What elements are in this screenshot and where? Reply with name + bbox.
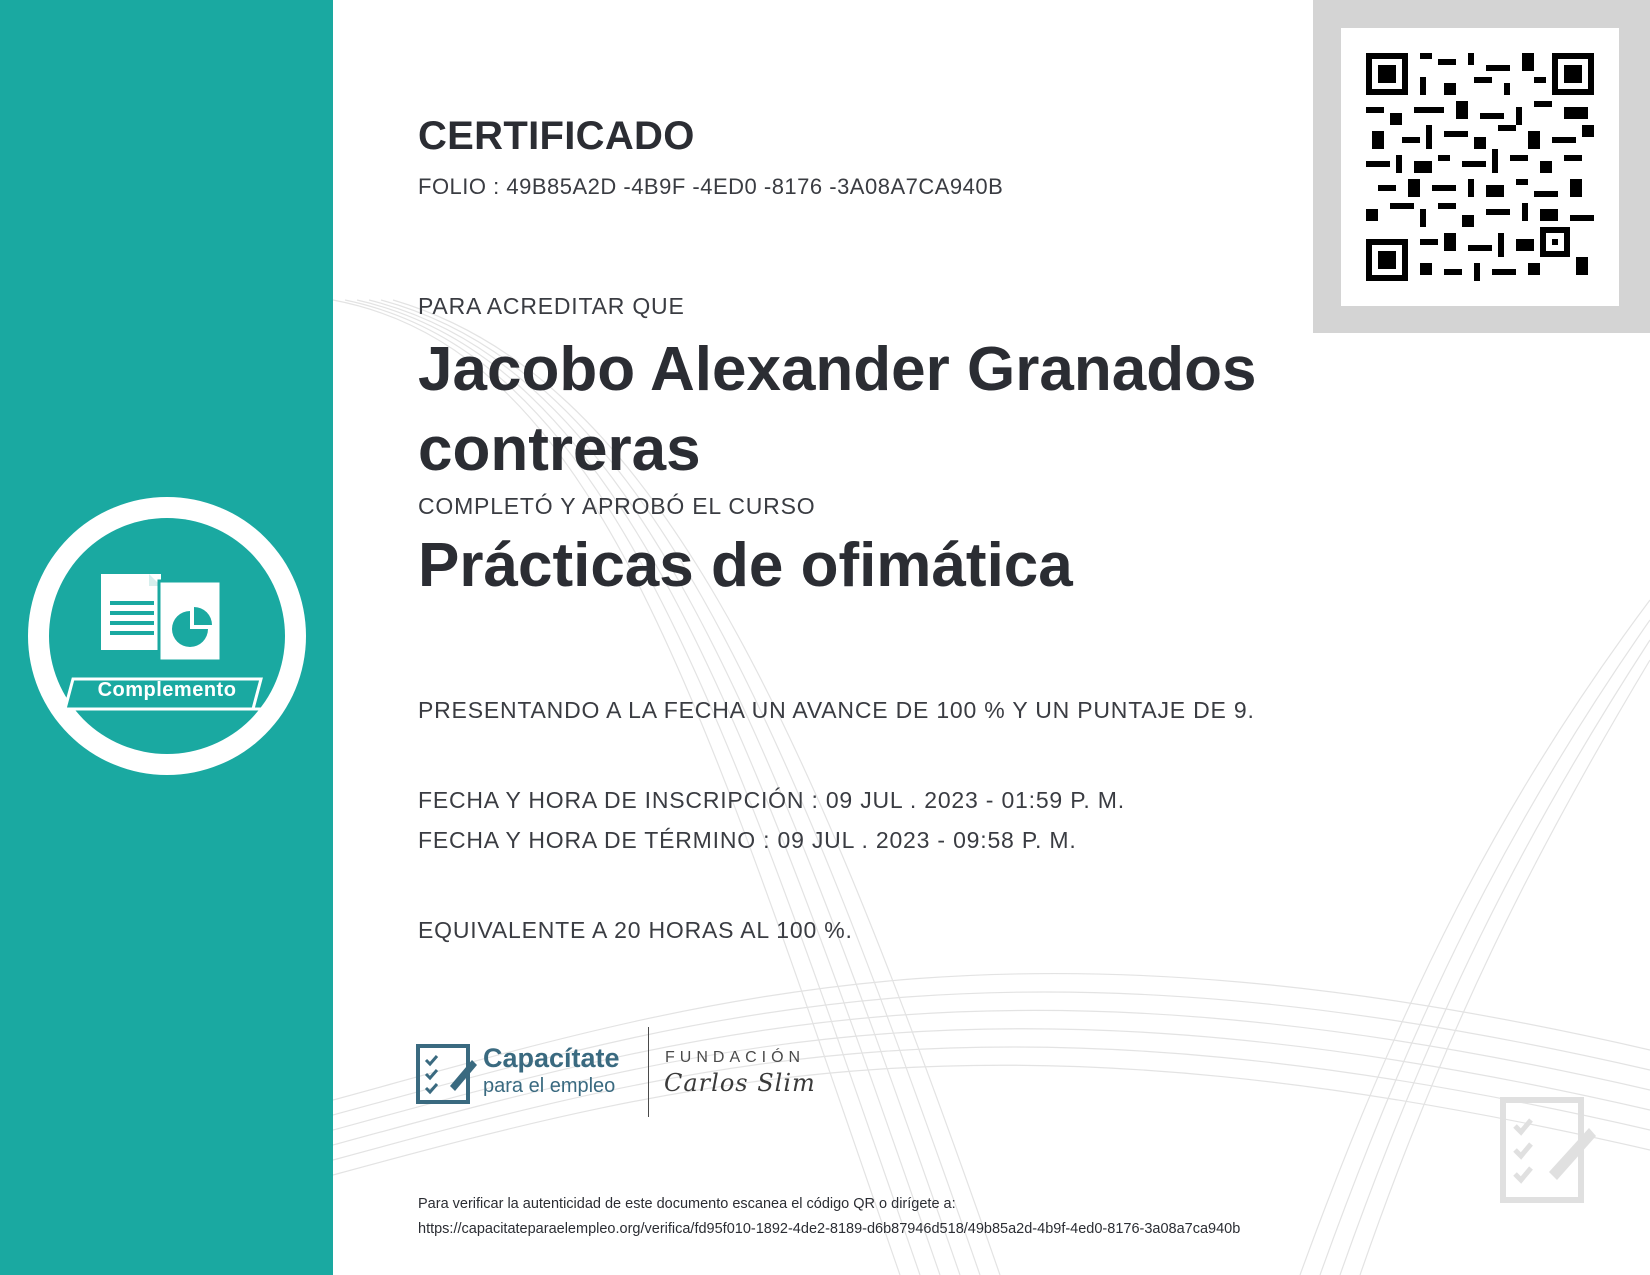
sidebar-band (0, 0, 333, 1275)
course-name: Prácticas de ofimática (418, 531, 1073, 600)
completed-label: COMPLETÓ Y APROBÓ EL CURSO (418, 493, 816, 519)
enrollment-date: FECHA Y HORA DE INSCRIPCIÓN : 09 JUL . 2023 - 01:59 P. M. (418, 787, 1125, 813)
qr-code-pattern (1366, 53, 1594, 281)
verification-url[interactable]: https://capacitateparaelempleo.org/verifica/fd95f010-1892-4de2-8189-d6b87946d518/49b85a2d-4b9f-4ed0-8176-3a08a7ca940b (418, 1221, 1241, 1237)
recipient-name: Jacobo Alexander Granados contreras (418, 335, 1257, 484)
folio-number: FOLIO : 49B85A2D -4B9F -4ED0 -8176 -3A08A7CA940B (418, 174, 1004, 199)
completion-date: FECHA Y HORA DE TÉRMINO : 09 JUL . 2023 - 09:58 P. M. (418, 827, 1077, 853)
verification-instruction: Para verificar la autenticidad de este documento escanea el código QR o dirígete a: (418, 1196, 956, 1212)
progress-text: PRESENTANDO A LA FECHA UN AVANCE DE 100 % Y UN PUNTAJE DE 9. (418, 697, 1255, 723)
qr-code[interactable] (1341, 28, 1619, 306)
documents-chart-icon (101, 574, 221, 661)
qr-code-frame (1313, 0, 1650, 333)
equivalent-hours: EQUIVALENTE A 20 HORAS AL 100 %. (418, 917, 853, 943)
intro-text: PARA ACREDITAR QUE (418, 293, 685, 319)
capacitate-logo-icon (414, 1042, 478, 1106)
badge-label: Complemento (97, 679, 237, 701)
carlos-slim-logo-text: Carlos Slim (664, 1069, 816, 1097)
fundacion-logo-text: FUNDACIÓN (665, 1049, 806, 1066)
logo-divider (648, 1027, 649, 1117)
sponsor-logos (414, 1027, 844, 1117)
complemento-badge (28, 497, 306, 775)
badge-circle (28, 497, 306, 775)
capacitate-logo-text: Capacítate (483, 1043, 620, 1073)
capacitate-logo-subtext: para el empleo (483, 1075, 616, 1097)
watermark-checklist-icon (1497, 1092, 1597, 1212)
certificate-title: CERTIFICADO (418, 114, 695, 158)
